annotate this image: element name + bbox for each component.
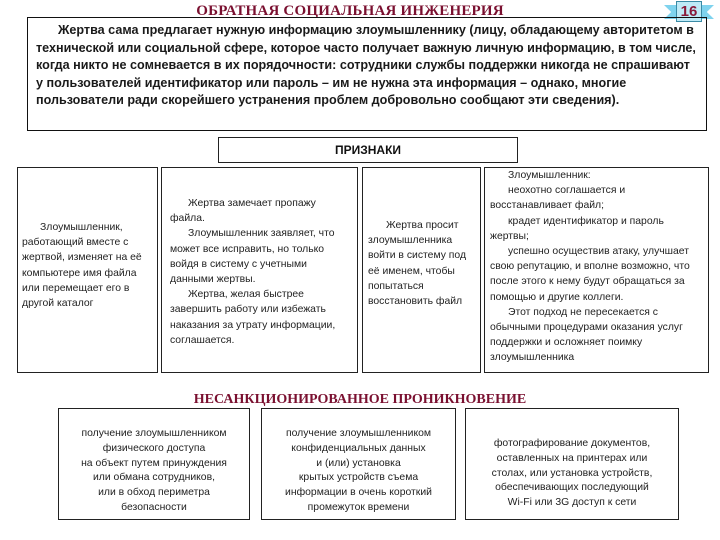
sign-box-4-para-5: Этот подход не пересекается с обычными процедурами оказания услуг поддержки и осложняет поимку злоумышленника bbox=[490, 306, 683, 364]
intrusion-box-3-line: Wi-Fi или 3G доступ к сети bbox=[507, 497, 637, 509]
sign-box-2-para-3: Жертва, желая быстрее завершить работу или избежать наказания за утрату информации, соглашается. bbox=[170, 289, 336, 346]
sign-box-4 bbox=[484, 167, 709, 373]
intrusion-box-1-line: или обмана сотрудников, bbox=[93, 472, 215, 484]
sign-box-4-para-3: крадет идентификатор и пароль жертвы; bbox=[490, 215, 664, 242]
intrusion-box-1-line: безопасности bbox=[121, 501, 187, 513]
intrusion-box-2-line: и (или) установка bbox=[316, 457, 401, 469]
slide-number: 16 bbox=[676, 1, 702, 22]
intrusion-box-2-line: промежуток времени bbox=[307, 501, 410, 513]
intrusion-box-2-line: крытых устройств съема bbox=[298, 472, 419, 484]
intrusion-box-2-line: информации в очень короткий bbox=[285, 487, 432, 499]
intrusion-box-3-line: фотографирование документов, bbox=[493, 438, 651, 449]
sign-box-2-para-1: Жертва замечает пропажу файла. bbox=[170, 198, 316, 225]
intrusion-box-1-line: получение злоумышленником bbox=[81, 428, 227, 439]
sign-box-1-text: Злоумышленник, работающий вместе с жертвой, изменяет на её компьютере имя файла или перемещает его в другой каталог bbox=[22, 222, 142, 310]
intrusion-box-2-line: конфиденциальных данных bbox=[291, 442, 426, 454]
intrusion-box-3-line: столах, или установка устройств, bbox=[491, 467, 653, 479]
sign-box-2 bbox=[161, 167, 358, 373]
sign-box-4-para-1: Злоумышленник: bbox=[508, 170, 591, 181]
sign-box-3-text: Жертва просит злоумышленника войти в систему под её именем, чтобы попытаться восстановить файл bbox=[368, 220, 467, 308]
sign-box-4-para-2: неохотно соглашается и восстанавливает файл; bbox=[490, 185, 626, 212]
sign-box-1 bbox=[17, 167, 158, 373]
intrusion-box-3 bbox=[465, 408, 679, 520]
intro-definition-box: Жертва сама предлагает нужную информацию злоумышленнику (лицу, обладающему авторитетом в технической или социальной сфере, которое часто получает важную личную информацию, в том числе, когда никто не сомневается в их порядочности: сотрудники службы поддержки никогда не спрашивают у пользователей идентификатор или пароль – им не нужна эта информация – однако, многие пользователи ради скорейшего устранения проблем добровольно сообщают эти сведения). bbox=[27, 17, 707, 131]
intrusion-heading: НЕСАНКЦИОНИРОВАННОЕ ПРОНИКНОВЕНИЕ bbox=[193, 392, 527, 407]
intrusion-box-2 bbox=[261, 408, 456, 520]
signs-heading: ПРИЗНАКИ bbox=[218, 137, 518, 163]
intrusion-box-1 bbox=[58, 408, 250, 520]
intrusion-box-1-line: на объект путем принуждения bbox=[81, 457, 227, 469]
intrusion-box-3-line: обеспечивающих последующий bbox=[495, 482, 649, 494]
intrusion-box-1-line: или в обход периметра bbox=[98, 487, 210, 499]
intrusion-box-3-line: оставленных на принтерах или bbox=[496, 452, 648, 464]
intrusion-box-2-line: получение злоумышленником bbox=[285, 428, 432, 439]
page-title: ОБРАТНАЯ СОЦИАЛЬНАЯ ИНЖЕНЕРИЯ bbox=[196, 3, 504, 19]
sign-box-4-para-4: успешно осуществив атаку, улучшает свою репутацию, и вполне возможно, что после этого к нему будут обращаться за помощью и другие коллеги. bbox=[490, 246, 690, 303]
intrusion-box-1-line: физического доступа bbox=[102, 442, 206, 454]
sign-box-3 bbox=[362, 167, 481, 373]
sign-box-2-para-2: Злоумышленник заявляет, что может все исправить, но только войдя в систему с учетными данными жертвы. bbox=[170, 228, 335, 286]
